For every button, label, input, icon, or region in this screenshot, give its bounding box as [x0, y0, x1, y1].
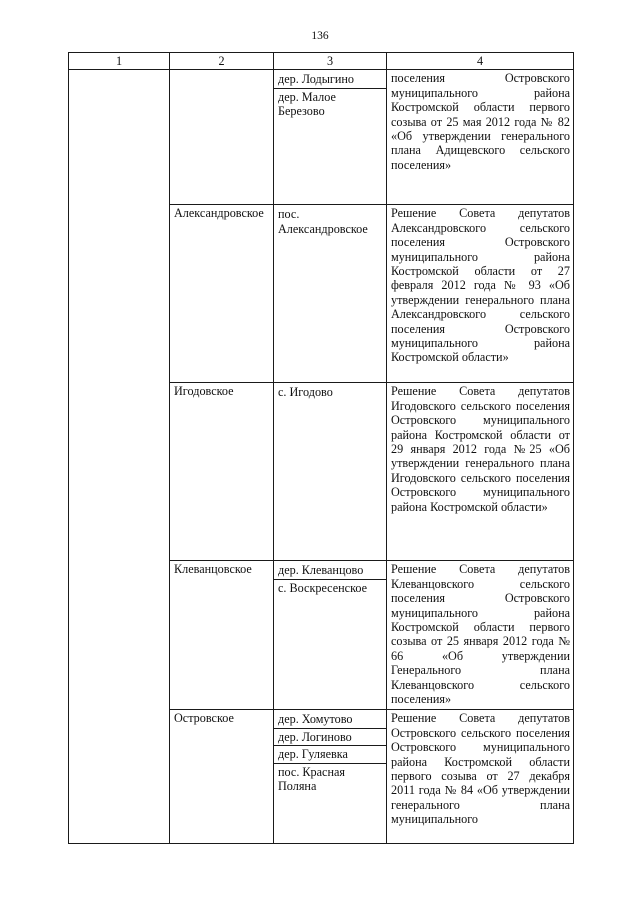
- header-col-3: 3: [274, 53, 387, 70]
- localities-cell: [274, 383, 387, 561]
- page-number: 136: [311, 30, 329, 42]
- settlement-name-cell: Клеванцовское: [170, 561, 274, 710]
- decision-cell: Решение Совета депутатов Клеванцовского сельского поселения Островского муниципального района Костромской области первого созыва от 25 января 2012 года № 66 «Об утверждении Генерального плана Клеванцовского сельского поселения»: [387, 561, 574, 710]
- decision-cell: поселения Островского муниципального района Костромской области первого созыва от 25 мая 2012 года № 82 «Об утверждении генерального плана Адищевского сельского поселения»: [387, 70, 574, 205]
- locality: дер. Малое Березово: [278, 89, 336, 119]
- settlement-name-cell: Игодовское: [170, 383, 274, 561]
- header-col-1: 1: [69, 53, 170, 70]
- table-header-row: [69, 53, 574, 70]
- decision-cell: Решение Совета депутатов Александровского сельского поселения Островского муниципального района Костромской области от 27 февраля 2012 года № 93 «Об утверждении генерального плана Александровского сельского поселения Островского муниципального района Костромской области»: [387, 205, 574, 383]
- settlements-table: [68, 52, 574, 844]
- decision-cell: Решение Совета депутатов Игодовского сельского поселения Островского муниципального района Костромской области от 29 января 2012 года №25 «Об утверждении генерального плана Игодовского сельского поселения Островского муниципального района Костромской области»: [387, 383, 574, 561]
- localities-cell: [274, 70, 387, 205]
- locality: дер. Гуляевка: [274, 746, 386, 763]
- localities-cell: [274, 205, 387, 383]
- header-col-4: 4: [387, 53, 574, 70]
- settlement-name-cell: [170, 70, 274, 205]
- locality: дер. Клеванцово: [274, 562, 386, 579]
- localities-cell: [274, 710, 387, 844]
- header-col-2: 2: [170, 53, 274, 70]
- settlement-name-cell: Островское: [170, 710, 274, 844]
- settlement-name-cell: Александровское: [170, 205, 274, 383]
- localities-cell: [274, 561, 387, 710]
- locality: дер. Логиново: [274, 729, 386, 746]
- column-1-empty-cell: [69, 70, 170, 844]
- locality: пос. Красная Поляна: [278, 764, 346, 794]
- locality: дер. Хомутово: [274, 711, 386, 728]
- locality: дер. Лодыгино: [274, 71, 386, 88]
- locality: с. Воскресенское: [278, 580, 368, 595]
- table-row: [69, 70, 574, 205]
- locality: пос. Александровское: [278, 207, 368, 236]
- locality: с. Игодово: [278, 385, 333, 400]
- decision-cell: Решение Совета депутатов Островского сельского поселения Островского муниципального района Костромской области первого созыва от 27 декабря 2011 года № 84 «Об утверждении генерального плана муниципального: [387, 710, 574, 844]
